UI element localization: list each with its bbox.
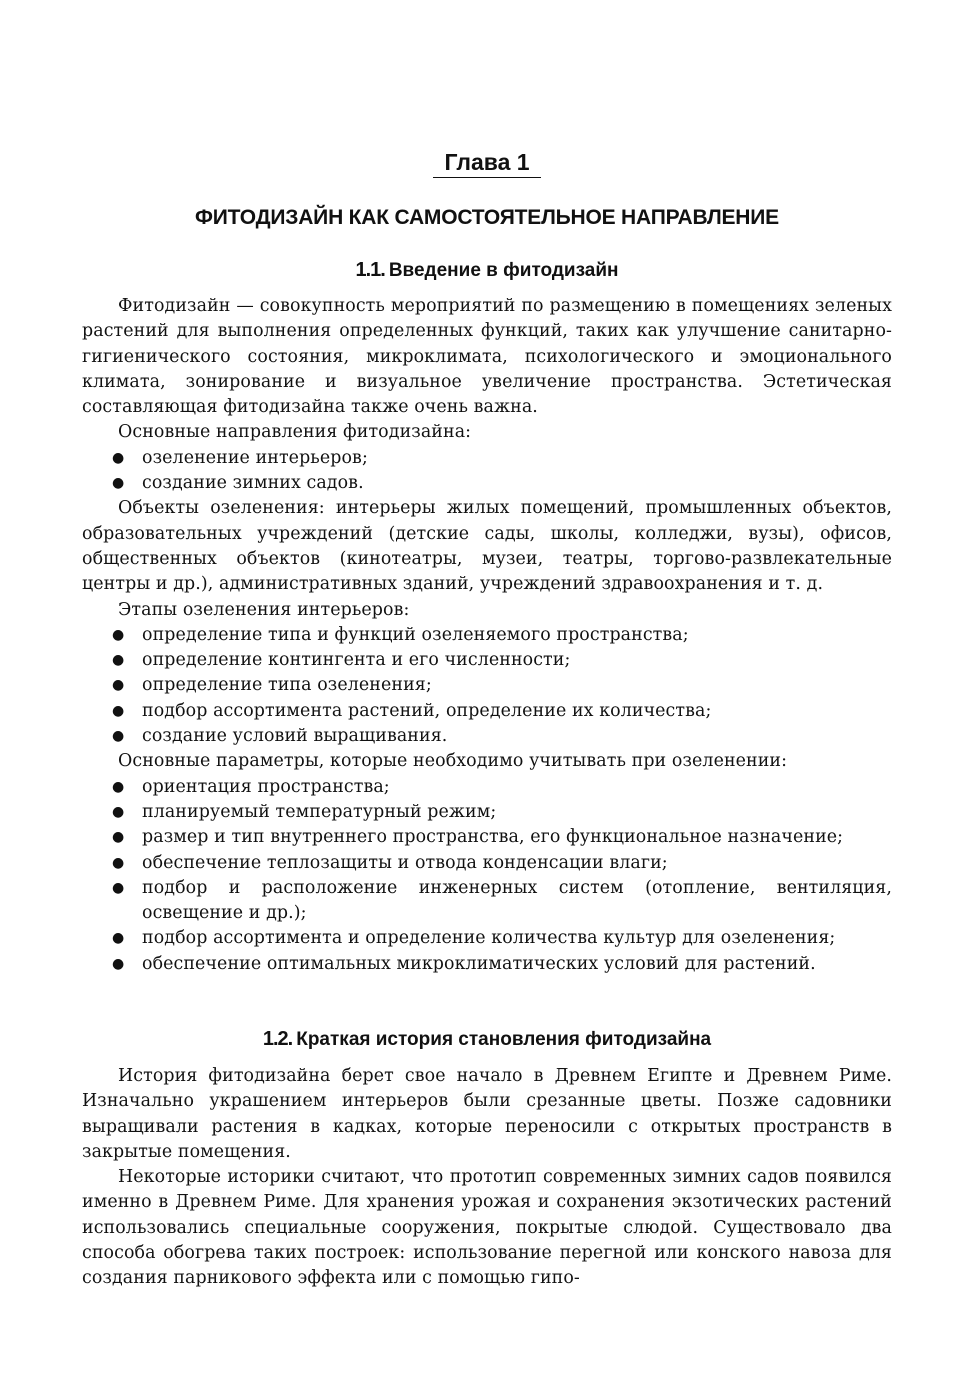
list-item: ● обеспечение оптимальных микроклиматических условий для растений. bbox=[82, 952, 892, 977]
bullet-icon: ● bbox=[112, 778, 125, 795]
list-item: ● размер и тип внутреннего пространства, его функциональное назначение; bbox=[82, 825, 892, 850]
section-1-heading bbox=[82, 256, 892, 285]
history-paragraph-2: Некоторые историки считают, что прототип современных зимних садов появился именно в Древнем Риме. Для хранения урожая и сохранения экзотических растений использовались специальные сооружения, покрытые слюдой. Существовало два способа обогрева таких построек: использование перегной или конского навоза для создания парникового эффекта или с помощью гипо- bbox=[82, 1167, 892, 1289]
list-item: ● определение типа озеленения; bbox=[82, 673, 892, 698]
bullet-icon: ● bbox=[112, 803, 125, 820]
bullet-icon: ● bbox=[112, 930, 125, 947]
list-item: ● определение контингента и его численности; bbox=[82, 648, 892, 673]
section-2-body bbox=[82, 1064, 892, 1292]
params-lead: Основные параметры, которые необходимо учитывать при озеленении: bbox=[118, 751, 788, 772]
bullet-icon: ● bbox=[112, 728, 125, 745]
bullet-icon: ● bbox=[112, 879, 125, 896]
section-1-body bbox=[82, 294, 892, 977]
chapter-title: ФИТОДИЗАЙН КАК САМОСТОЯТЕЛЬНОЕ НАПРАВЛЕНИЕ bbox=[195, 206, 779, 229]
bullet-icon: ● bbox=[112, 702, 125, 719]
list-item: ● ориентация пространства; bbox=[82, 775, 892, 800]
list-item: ● определение типа и функций озеленяемого пространства; bbox=[82, 623, 892, 648]
list-item: ● обеспечение теплозащиты и отвода конденсации влаги; bbox=[82, 851, 892, 876]
bullet-icon: ● bbox=[112, 475, 125, 492]
bullet-icon: ● bbox=[112, 677, 125, 694]
list-item: ● создание условий выращивания. bbox=[82, 724, 892, 749]
bullet-icon: ● bbox=[112, 449, 125, 466]
list-item: ● озеленение интерьеров; bbox=[82, 446, 892, 471]
stages-list bbox=[82, 623, 892, 749]
bullet-icon: ● bbox=[112, 955, 125, 972]
section-2-heading bbox=[82, 1025, 892, 1054]
bullet-icon: ● bbox=[112, 829, 125, 846]
params-list bbox=[82, 775, 892, 977]
section-2-title: Краткая история становления фитодизайна bbox=[296, 1029, 712, 1050]
section-1-title: Введение в фитодизайн bbox=[388, 260, 619, 281]
objects-paragraph: Объекты озеленения: интерьеры жилых помещений, промышленных объектов, образовательных учреждений (детские сады, школы, колледжи, вузы), офисов, общественных объектов (кинотеатры, музеи, театры, торгово-развлекательные центры и др.), административных зданий, учреждений здравоохранения и т. д. bbox=[82, 498, 892, 595]
directions-lead: Основные направления фитодизайна: bbox=[118, 422, 472, 443]
section-1-number: 1.1. bbox=[355, 259, 385, 281]
history-paragraph-1: История фитодизайна берет свое начало в Древнем Египте и Древнем Риме. Изначально украшением интерьеров были срезанные цветы. Позже садовники выращивали растения в кадках, которые переносили с открытых пространств в закрытые помещения. bbox=[82, 1066, 892, 1162]
list-item: ● подбор ассортимента растений, определение их количества; bbox=[82, 699, 892, 724]
bullet-icon: ● bbox=[112, 626, 125, 643]
intro-paragraph: Фитодизайн — совокупность мероприятий по размещению в помещениях зеленых растений для выполнения определенных функций, таких как улучшение санитарно-гигиенического состояния, микроклимата, психологического и эмоционального климата, зонирование и визуальное увеличение пространства. Эстетическая составляющая фитодизайна также очень важна. bbox=[82, 296, 892, 418]
chapter-underline bbox=[433, 177, 541, 178]
directions-list bbox=[82, 446, 892, 497]
list-item: ● подбор и расположение инженерных систем (отопление, вентиляция, освещение и др.); bbox=[112, 877, 892, 924]
list-item: ● создание зимних садов. bbox=[82, 471, 892, 496]
section-2-number: 1.2. bbox=[262, 1028, 293, 1050]
list-item: ● подбор ассортимента и определение количества культур для озеленения; bbox=[82, 926, 892, 951]
list-item: ● планируемый температурный режим; bbox=[82, 800, 892, 825]
bullet-icon: ● bbox=[112, 652, 125, 669]
chapter-label: Глава 1 bbox=[444, 149, 530, 175]
bullet-icon: ● bbox=[112, 854, 125, 871]
stages-lead: Этапы озеленения интерьеров: bbox=[118, 599, 410, 620]
